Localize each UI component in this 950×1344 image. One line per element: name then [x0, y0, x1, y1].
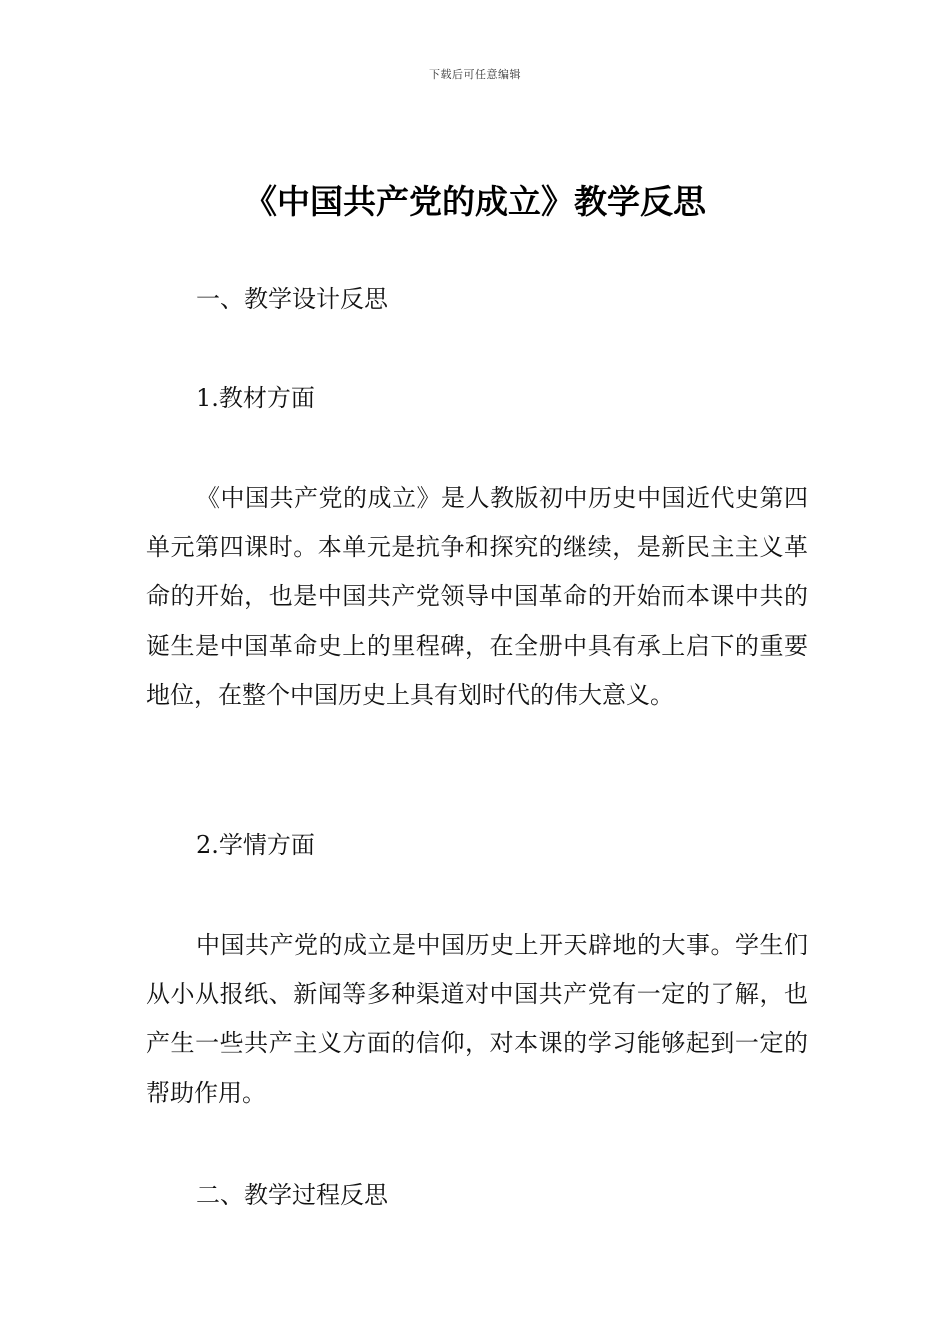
section-heading-process-reflection: 二、教学过程反思 [196, 1181, 388, 1209]
paragraph-textbook: 《中国共产党的成立》是人教版初中历史中国近代史第四单元第四课时。本单元是抗争和探究的继续，是新民主主义革命的开始，也是中国共产党领导中国革命的开始而本课中共的诞生是中国革命史上的里程碑，在全册中具有承上启下的重要地位，在整个中国历史上具有划时代的伟大意义。 [146, 484, 808, 709]
paragraph-student-situation: 中国共产党的成立是中国历史上开天辟地的大事。学生们从小从报纸、新闻等多种渠道对中国共产党有一定的了解，也产生一些共产主义方面的信仰，对本课的学习能够起到一定的帮助作用。 [146, 931, 808, 1107]
document-title: 《中国共产党的成立》教学反思 [244, 182, 706, 221]
page-header-note: 下载后可任意编辑 [429, 68, 521, 81]
section-heading-design-reflection: 一、教学设计反思 [196, 285, 388, 313]
subsection-heading-student-situation: 2.学情方面 [196, 831, 315, 859]
subsection-heading-textbook: 1.教材方面 [196, 384, 315, 412]
